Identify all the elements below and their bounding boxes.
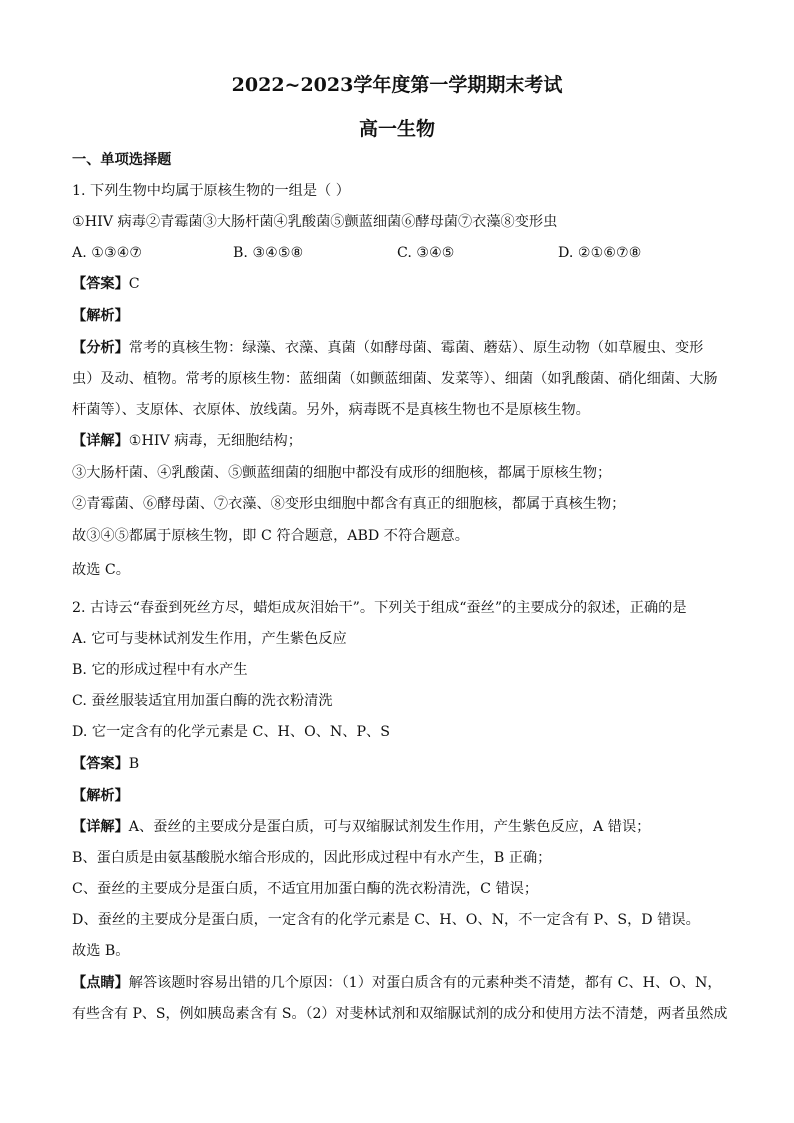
q1-analysis-tag: 【解析】	[72, 308, 129, 324]
q2-dianjing-line-1	[72, 973, 722, 993]
q2-xiangjie-line-1	[72, 817, 650, 837]
q1-conclusion: 故选 C。	[72, 562, 130, 578]
q1-option-a: A. ①③④⑦	[72, 245, 143, 261]
q1-stem: 1. 下列生物中均属于原核生物的一组是（ ）	[72, 183, 350, 199]
fenxi-text: 常考的真核生物：绿藻、衣藻、真菌（如酵母菌、霉菌、蘑菇）、原生动物（如草履虫、变形	[128, 340, 704, 356]
q1-fenxi-line-2: 虫）及动、植物。常考的原核生物：蓝细菌（如颤蓝细菌、发菜等）、细菌（如乳酸菌、硝化细菌、大肠	[72, 371, 718, 387]
q1-option-c: C. ③④⑤	[397, 245, 455, 261]
fenxi-tag: 【分析】	[72, 340, 129, 356]
q2-conclusion: 故选 B。	[72, 943, 130, 959]
q2-option-b: B. 它的形成过程中有水产生	[72, 662, 248, 678]
answer-tag: 【答案】	[72, 756, 129, 772]
q1-xiangjie-line-3: ②青霉菌、⑥酵母菌、⑦衣藻、⑧变形虫细胞中都含有真正的细胞核，都属于真核生物；	[72, 496, 626, 512]
section-heading: 一、单项选择题	[72, 152, 172, 168]
dianjing-tag: 【点睛】	[72, 975, 129, 991]
q1-xiangjie-line-1	[72, 431, 302, 451]
q1-answer	[72, 274, 140, 294]
xiangjie-text: ①HIV 病毒，无细胞结构；	[128, 433, 302, 449]
answer-value: C	[128, 276, 140, 292]
q2-option-a: A. 它可与斐林试剂发生作用，产生紫色反应	[72, 631, 347, 647]
q2-dianjing-line-2: 有些含有 P、S，例如胰岛素含有 S。（2）对斐林试剂和双缩脲试剂的成分和使用方法不清楚，两者虽然成	[72, 1006, 728, 1022]
q2-xiangjie-line-c: C、蚕丝的主要成分是蛋白质，不适宜用加蛋白酶的洗衣粉清洗，C 错误；	[72, 881, 539, 897]
exam-title: 2022~2023学年度第一学期期末考试	[231, 74, 563, 96]
dianjing-text: 解答该题时容易出错的几个原因：（1）对蛋白质含有的元素种类不清楚，都有 C、H、O、N，	[128, 975, 722, 991]
q1-xiangjie-line-4: 故③④⑤都属于原核生物，即 C 符合题意，ABD 不符合题意。	[72, 528, 469, 544]
q1-option-d: D. ②①⑥⑦⑧	[558, 245, 642, 261]
xiangjie-tag: 【详解】	[72, 819, 129, 835]
q2-stem: 2. 古诗云“春蚕到死丝方尽，蜡炬成灰泪始干”。下列关于组成“蚕丝”的主要成分的叙述，正确的是	[72, 600, 687, 616]
xiangjie-text: A、蚕丝的主要成分是蛋白质，可与双缩脲试剂发生作用，产生紫色反应，A 错误；	[128, 819, 651, 835]
answer-tag: 【答案】	[72, 276, 129, 292]
q1-option-b: B. ③④⑤⑧	[233, 245, 304, 261]
q2-xiangjie-line-d: D、蚕丝的主要成分是蛋白质，一定含有的化学元素是 C、H、O、N，不一定含有 P、S，D 错误。	[72, 912, 700, 928]
q2-analysis-tag: 【解析】	[72, 788, 129, 804]
q1-fenxi-line-3: 杆菌等）、支原体、衣原体、放线菌。另外，病毒既不是真核生物也不是原核生物。	[72, 402, 590, 418]
q1-list: ①HIV 病毒②青霉菌③大肠杆菌④乳酸菌⑤颤蓝细菌⑥酵母菌⑦衣藻⑧变形虫	[72, 214, 558, 230]
q2-answer	[72, 754, 139, 774]
q2-xiangjie-line-b: B、蛋白质是由氨基酸脱水缩合形成的，因此形成过程中有水产生，B 正确；	[72, 850, 552, 866]
exam-subject: 高一生物	[358, 118, 435, 140]
xiangjie-tag: 【详解】	[72, 433, 129, 449]
q1-fenxi-line-1	[72, 338, 703, 358]
q1-xiangjie-line-2: ③大肠杆菌、④乳酸菌、⑤颤蓝细菌的细胞中都没有成形的细胞核，都属于原核生物；	[72, 465, 612, 481]
q2-option-c: C. 蚕丝服装适宜用加蛋白酶的洗衣粉清洗	[72, 693, 333, 709]
q2-option-d: D. 它一定含有的化学元素是 C、H、O、N、P、S	[72, 724, 390, 740]
answer-value: B	[128, 756, 140, 772]
